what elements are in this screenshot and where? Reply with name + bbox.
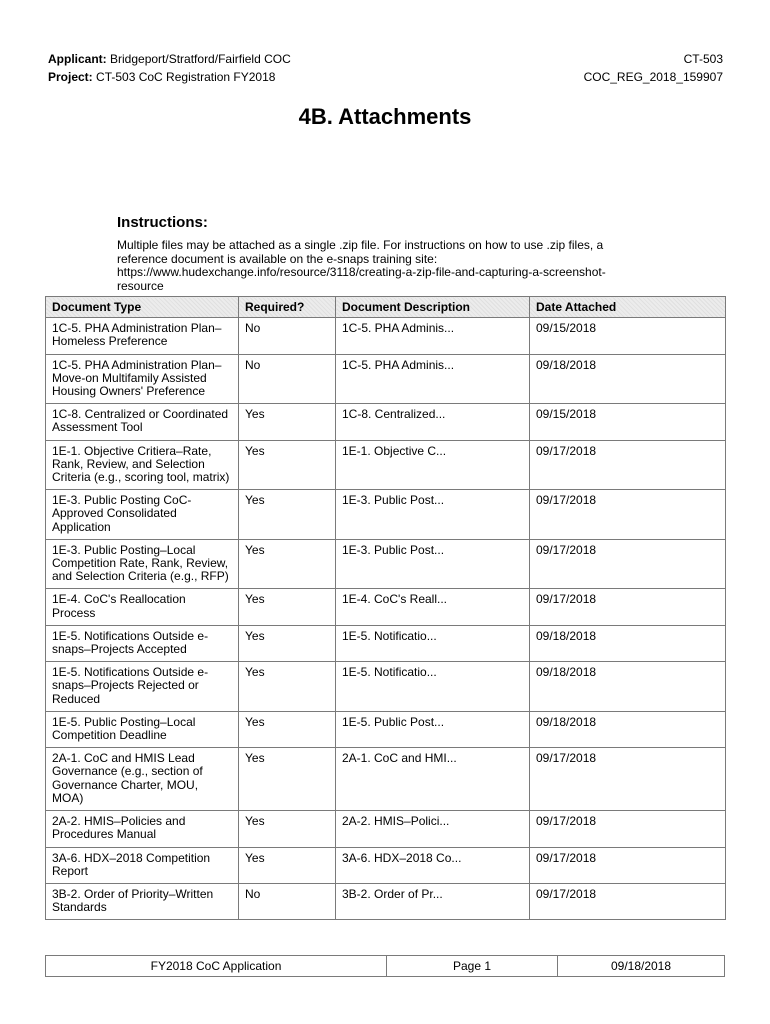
table-row — [46, 539, 726, 589]
project-value: CT-503 CoC Registration FY2018 — [96, 70, 276, 84]
date-attached-cell: 09/18/2018 — [530, 662, 726, 712]
date-attached-cell: 09/18/2018 — [530, 711, 726, 747]
date-attached-cell: 09/15/2018 — [530, 318, 726, 354]
document-description-cell: 1E-5. Notificatio... — [336, 662, 530, 712]
required-cell: Yes — [239, 811, 336, 847]
date-attached-cell: 09/17/2018 — [530, 748, 726, 811]
table-row — [46, 883, 726, 919]
table-row — [46, 589, 726, 625]
date-attached-cell: 09/17/2018 — [530, 883, 726, 919]
required-cell: Yes — [239, 490, 336, 540]
document-type-cell: 2A-1. CoC and HMIS Lead Governance (e.g., section of Governance Charter, MOU, MOA) — [46, 748, 239, 811]
date-attached-cell: 09/17/2018 — [530, 539, 726, 589]
table-row — [46, 662, 726, 712]
page-title: 4B. Attachments — [298, 104, 472, 129]
required-cell: Yes — [239, 625, 336, 661]
document-type-cell: 1E-5. Notifications Outside e-snaps–Projects Accepted — [46, 625, 239, 661]
required-cell: Yes — [239, 539, 336, 589]
table-row — [46, 440, 726, 490]
document-type-cell: 1C-8. Centralized or Coordinated Assessment Tool — [46, 404, 239, 440]
document-description-cell: 1C-5. PHA Adminis... — [336, 354, 530, 404]
document-type-cell: 1C-5. PHA Administration Plan–Homeless Preference — [46, 318, 239, 354]
document-description-cell: 3A-6. HDX–2018 Co... — [336, 847, 530, 883]
required-cell: No — [239, 354, 336, 404]
document-description-cell: 1C-5. PHA Adminis... — [336, 318, 530, 354]
table-row — [46, 711, 726, 747]
document-type-cell: 2A-2. HMIS–Policies and Procedures Manual — [46, 811, 239, 847]
date-attached-cell: 09/17/2018 — [530, 490, 726, 540]
document-type-cell: 1E-1. Objective Critiera–Rate, Rank, Review, and Selection Criteria (e.g., scoring tool, matrix) — [46, 440, 239, 490]
document-description-cell: 1C-8. Centralized... — [336, 404, 530, 440]
column-header-required: Required? — [239, 297, 336, 318]
required-cell: Yes — [239, 589, 336, 625]
table-row — [46, 404, 726, 440]
instructions-heading: Instructions: — [117, 214, 208, 231]
table-row — [46, 318, 726, 354]
column-header-document-type: Document Type — [46, 297, 239, 318]
document-description-cell: 1E-5. Notificatio... — [336, 625, 530, 661]
page-header-left — [48, 50, 291, 86]
date-attached-cell: 09/17/2018 — [530, 589, 726, 625]
document-description-cell: 1E-4. CoC's Reall... — [336, 589, 530, 625]
document-description-cell: 1E-3. Public Post... — [336, 539, 530, 589]
page-header-right — [584, 50, 723, 86]
document-description-cell: 1E-3. Public Post... — [336, 490, 530, 540]
table-row — [46, 847, 726, 883]
column-header-date-attached: Date Attached — [530, 297, 726, 318]
page-footer — [45, 955, 725, 977]
required-cell: Yes — [239, 662, 336, 712]
table-row — [46, 811, 726, 847]
document-type-cell: 1E-5. Public Posting–Local Competition Deadline — [46, 711, 239, 747]
required-cell: Yes — [239, 404, 336, 440]
table-row — [46, 748, 726, 811]
document-type-cell: 1C-5. PHA Administration Plan–Move-on Multifamily Assisted Housing Owners' Preference — [46, 354, 239, 404]
project-label: Project: — [48, 70, 93, 84]
coc-code: CT-503 — [683, 52, 723, 66]
document-type-cell: 1E-5. Notifications Outside e-snaps–Projects Rejected or Reduced — [46, 662, 239, 712]
date-attached-cell: 09/18/2018 — [530, 625, 726, 661]
instructions-text: Multiple files may be attached as a single .zip file. For instructions on how to use .zip files, a reference document is available on the e-snaps training site: https://www.hudexchange.info/resource/3118/creating-a-zip-file-and-capturing-a-screenshot-resource — [117, 238, 606, 293]
document-description-cell: 1E-5. Public Post... — [336, 711, 530, 747]
date-attached-cell: 09/17/2018 — [530, 847, 726, 883]
date-attached-cell: 09/15/2018 — [530, 404, 726, 440]
required-cell: Yes — [239, 711, 336, 747]
applicant-value: Bridgeport/Stratford/Fairfield COC — [110, 52, 291, 66]
document-type-cell: 1E-3. Public Posting–Local Competition Rate, Rank, Review, and Selection Criteria (e.g., RFP) — [46, 539, 239, 589]
document-type-cell: 1E-4. CoC's Reallocation Process — [46, 589, 239, 625]
footer-application-name: FY2018 CoC Application — [46, 956, 387, 976]
footer-page-number: Page 1 — [387, 956, 558, 976]
table-header-row — [46, 297, 726, 318]
document-type-cell: 3B-2. Order of Priority–Written Standards — [46, 883, 239, 919]
date-attached-cell: 09/18/2018 — [530, 354, 726, 404]
date-attached-cell: 09/17/2018 — [530, 440, 726, 490]
required-cell: Yes — [239, 847, 336, 883]
table-row — [46, 354, 726, 404]
document-description-cell: 2A-2. HMIS–Polici... — [336, 811, 530, 847]
applicant-line — [48, 50, 291, 68]
registration-id: COC_REG_2018_159907 — [583, 70, 723, 84]
required-cell: No — [239, 318, 336, 354]
document-type-cell: 1E-3. Public Posting CoC-Approved Consolidated Application — [46, 490, 239, 540]
attachments-table — [45, 296, 726, 920]
date-attached-cell: 09/17/2018 — [530, 811, 726, 847]
footer-date: 09/18/2018 — [610, 959, 672, 973]
required-cell: Yes — [239, 440, 336, 490]
project-line — [48, 68, 291, 86]
document-description-cell: 1E-1. Objective C... — [336, 440, 530, 490]
document-type-cell: 3A-6. HDX–2018 Competition Report — [46, 847, 239, 883]
table-row — [46, 490, 726, 540]
table-row — [46, 625, 726, 661]
column-header-document-description: Document Description — [336, 297, 530, 318]
applicant-label: Applicant: — [48, 52, 107, 66]
required-cell: Yes — [239, 748, 336, 811]
document-description-cell: 2A-1. CoC and HMI... — [336, 748, 530, 811]
required-cell: No — [239, 883, 336, 919]
document-description-cell: 3B-2. Order of Pr... — [336, 883, 530, 919]
